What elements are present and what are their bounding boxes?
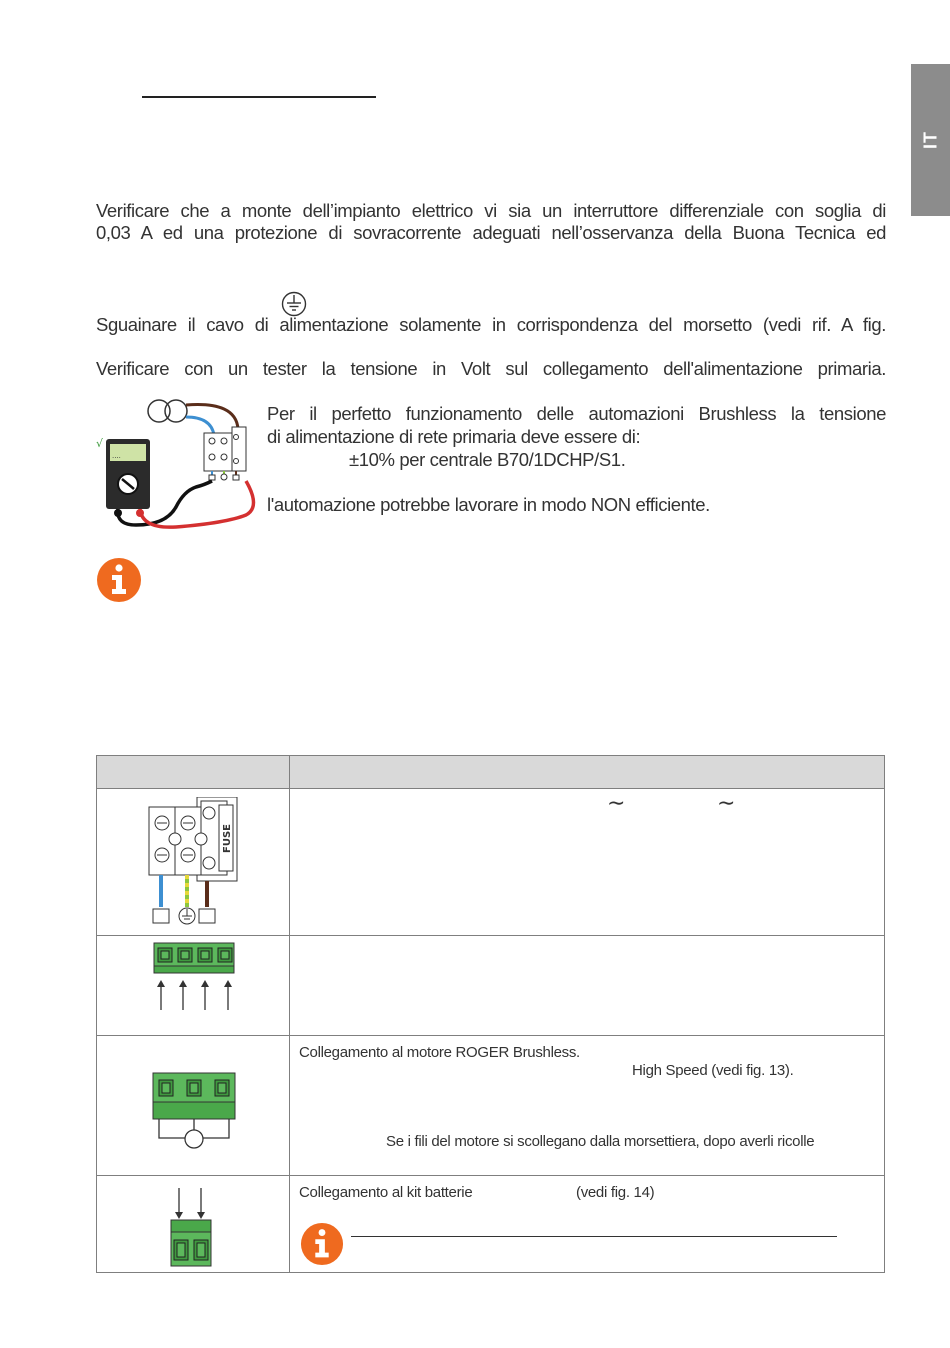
language-tab-label: IT xyxy=(920,131,940,149)
motor-terminal-figure xyxy=(152,1072,238,1154)
table-row-2-figure-cell xyxy=(97,936,290,1036)
table-row-3-text-cell xyxy=(290,1036,885,1176)
language-tab xyxy=(911,64,950,216)
title-underline xyxy=(142,96,376,98)
table-header-col-1 xyxy=(97,756,290,789)
table-row-1-text-cell xyxy=(290,789,885,936)
battery-fig-ref-text: (vedi fig. 14) xyxy=(576,1184,655,1201)
battery-terminal-figure xyxy=(169,1186,215,1268)
table-header-col-2 xyxy=(290,756,885,789)
tilde-icon: ∼ xyxy=(717,791,736,816)
battery-note-rule xyxy=(351,1236,837,1237)
terminal-table xyxy=(96,755,885,1274)
four-pole-terminal-figure xyxy=(153,942,237,1012)
tester-wiring-figure xyxy=(96,395,268,535)
paragraph-5: l'automazione potrebbe lavorare in modo NON efficiente. xyxy=(267,494,710,515)
tilde-icon: ∼ xyxy=(607,791,626,816)
tester-display-text: .... xyxy=(112,452,121,460)
info-icon xyxy=(300,1222,344,1266)
paragraph-4-line-1: Per il perfetto funzionamento delle automazioni Brushless la tensione xyxy=(267,403,886,424)
motor-wires-note-text: Se i fili del motore si scollegano dalla morsettiera, dopo averli ricolle xyxy=(386,1133,815,1150)
info-icon xyxy=(96,557,142,603)
table-row-4-figure-cell xyxy=(97,1176,290,1273)
table-row-1-figure-cell xyxy=(97,789,290,936)
paragraph-2: Sguainare il cavo di alimentazione solamente in corrispondenza del morsetto (vedi rif. A fig. xyxy=(96,314,886,335)
motor-connection-text: Collegamento al motore ROGER Brushless. xyxy=(299,1044,580,1061)
paragraph-1-line-2: 0,03 A ed una protezione di sovracorrente adeguati nell’osservanza della Buona Tecnica ed xyxy=(96,222,886,243)
table-row-3-figure-cell xyxy=(97,1036,290,1176)
table-row-4-text-cell xyxy=(290,1176,885,1273)
table-row-2-text-cell xyxy=(290,936,885,1036)
fuse-label: FUSE xyxy=(222,824,233,853)
paragraph-1-line-1: Verificare che a monte dell’impianto elettrico vi sia un interruttore differenziale con soglia di xyxy=(96,200,886,221)
tester-check-mark: √ xyxy=(96,437,104,450)
paragraph-4-line-2: di alimentazione di rete primaria deve essere di: xyxy=(267,426,641,447)
paragraph-4-line-3: ±10% per centrale B70/1DCHP/S1. xyxy=(349,449,626,470)
high-speed-text: High Speed (vedi fig. 13). xyxy=(632,1062,794,1079)
battery-kit-text: Collegamento al kit batterie xyxy=(299,1184,473,1201)
mains-terminal-figure xyxy=(147,797,243,929)
paragraph-3: Verificare con un tester la tensione in Volt sul collegamento dell'alimentazione primaria. xyxy=(96,358,886,379)
